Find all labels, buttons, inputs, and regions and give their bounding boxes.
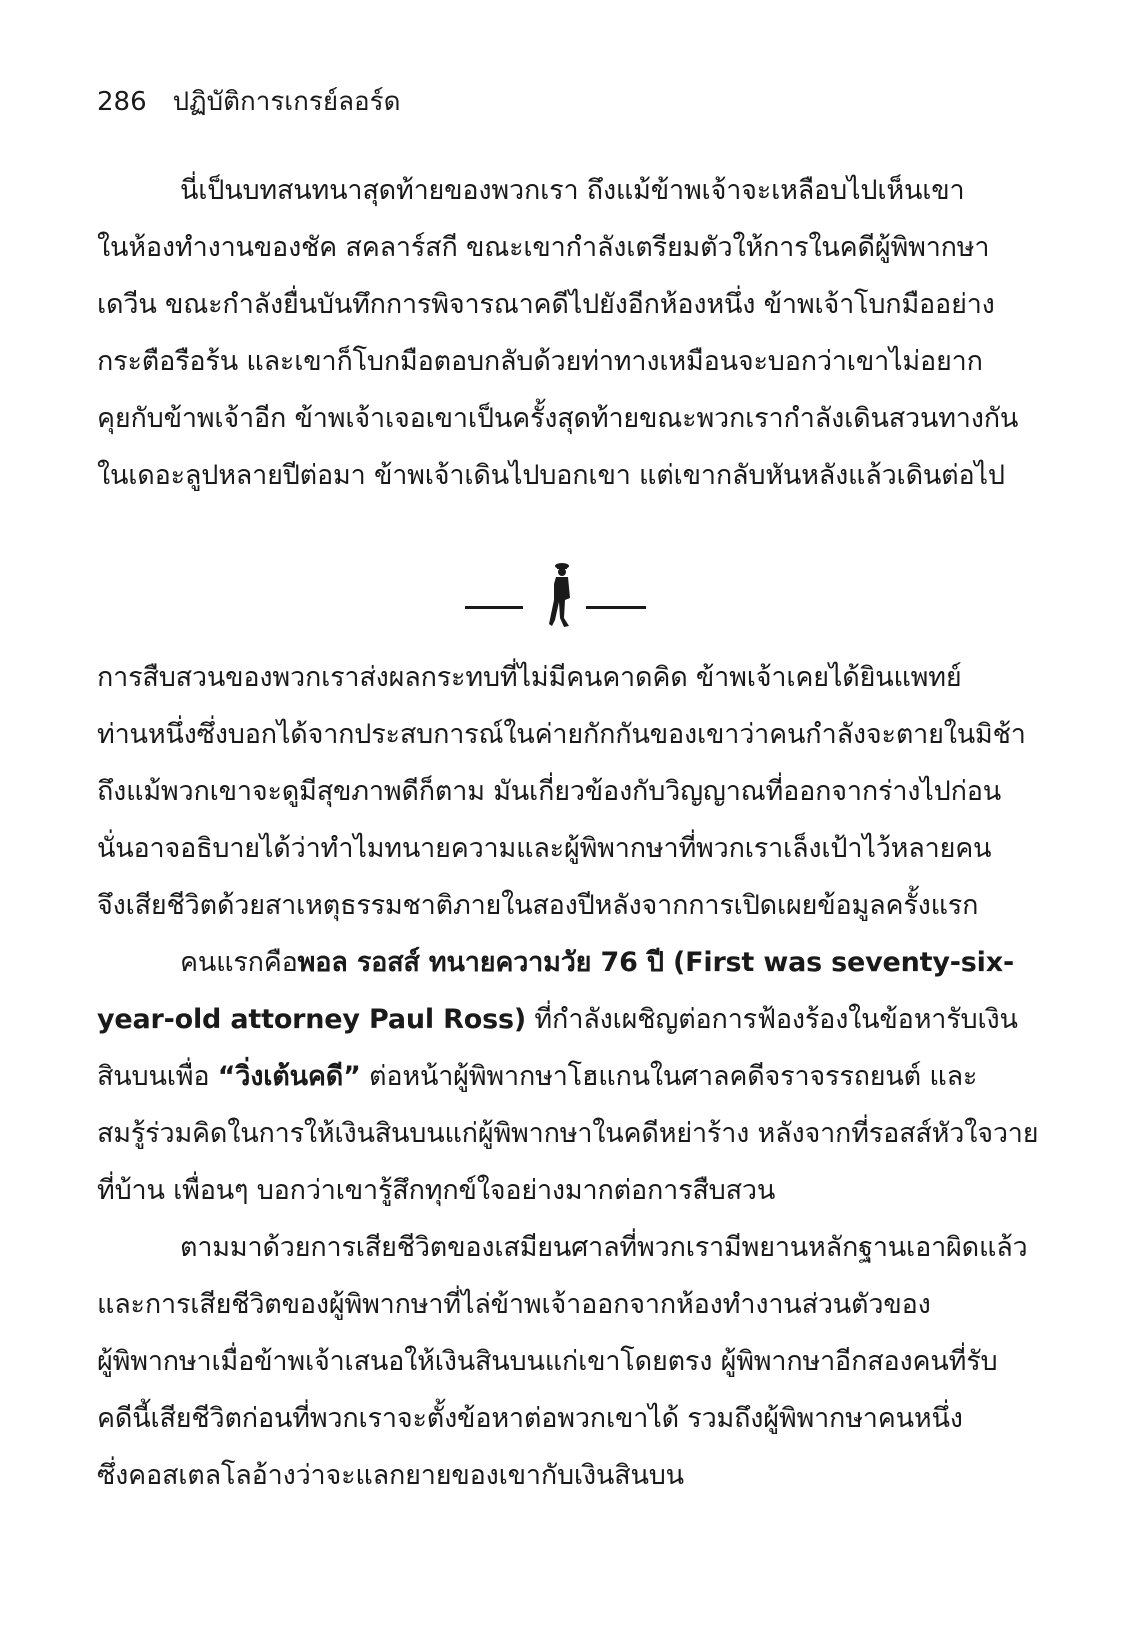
text-run: ที่กำลังเผชิญต่อการฟ้องร้องในข้อหารับเงิน (526, 1004, 1018, 1035)
text-line: ในเดอะลูปหลายปีต่อมา ข้าพเจ้าเดินไปบอกเขา แต่เขากลับหันหลังแล้วเดินต่อไป (97, 460, 1005, 491)
page-number: 286 (97, 87, 147, 117)
text-line: เดวีน ขณะกำลังยื่นบันทึกการพิจารณาคดีไปยังอีกห้องหนึ่ง ข้าพเจ้าโบกมืออย่าง (97, 289, 995, 320)
text-run: สินบนเพื่อ (97, 1061, 218, 1092)
text-line: จึงเสียชีวิตด้วยสาเหตุธรรมชาติภายในสองปีหลังจากการเปิดเผยข้อมูลครั้งแรก (97, 890, 979, 921)
text-line: และการเสียชีวิตของผู้พิพากษาที่ไล่ข้าพเจ้าออกจากห้องทำงานส่วนตัวของ (97, 1289, 931, 1320)
text-line: คดีนี้เสียชีวิตก่อนที่พวกเราจะตั้งข้อหาต่อพวกเขาได้ รวมถึงผู้พิพากษาคนหนึ่ง (97, 1403, 963, 1434)
text-line: ตามมาด้วยการเสียชีวิตของเสมียนศาลที่พวกเรามีพยานหลักฐานเอาผิดแล้ว (180, 1232, 1028, 1263)
text-line: สมรู้ร่วมคิดในการให้เงินสินบนแก่ผู้พิพากษาในคดีหย่าร้าง หลังจากที่รอสส์หัวใจวาย (97, 1118, 1039, 1149)
text-line: ผู้พิพากษาเมื่อข้าพเจ้าเสนอให้เงินสินบนแก่เขาโดยตรง ผู้พิพากษาอีกสองคนที่รับ (97, 1346, 998, 1377)
text-line: การสืบสวนของพวกเราส่งผลกระทบที่ไม่มีคนคาดคิด ข้าพเจ้าเคยได้ยินแพทย์ (97, 662, 962, 693)
text-run: คนแรกคือ (180, 947, 298, 978)
text-run: ต่อหน้าผู้พิพากษาโฮแกนในศาลคดีจราจรรถยนต์ และ (360, 1061, 978, 1092)
bold-run: year-old attorney Paul Ross) (97, 1004, 526, 1035)
text-line: กระตือรือร้น และเขาก็โบกมือตอบกลับด้วยท่าทางเหมือนจะบอกว่าเขาไม่อยาก (97, 346, 983, 377)
bold-run: “วิ่งเต้นคดี” (217, 1061, 361, 1092)
text-line: นั่นอาจอธิบายได้ว่าทำไมทนายความและผู้พิพากษาที่พวกเราเล็งเป้าไว้หลายคน (97, 833, 992, 864)
ornament-rule-right (586, 606, 646, 609)
text-line (97, 998, 1018, 1042)
ornament-rule-left (465, 606, 523, 609)
text-line: นี่เป็นบทสนทนาสุดท้ายของพวกเรา ถึงแม้ข้าพเจ้าจะเหลือบไปเห็นเขา (180, 175, 965, 206)
text-line: ที่บ้าน เพื่อนๆ บอกว่าเขารู้สึกทุกข์ใจอย่างมากต่อการสืบสวน (97, 1175, 776, 1206)
text-line: ท่านหนึ่งซึ่งบอกได้จากประสบการณ์ในค่ายกักกันของเขาว่าคนกำลังจะตายในมิช้า (97, 719, 1026, 750)
bold-run: พอล รอสส์ ทนายความวัย 76 ปี (First was seventy-six- (297, 947, 1014, 978)
book-title: ปฏิบัติการเกรย์ลอร์ด (172, 87, 401, 117)
text-line (97, 1055, 1012, 1099)
text-line: ในห้องทำงานของชัค สคลาร์สกี ขณะเขากำลังเตรียมตัวให้การในคดีผู้พิพากษา (97, 232, 990, 263)
walking-man-icon (545, 560, 579, 630)
text-line: คุยกับข้าพเจ้าอีก ข้าพเจ้าเจอเขาเป็นครั้งสุดท้ายขณะพวกเรากำลังเดินสวนทางกัน (97, 403, 1019, 434)
running-head (97, 82, 401, 122)
section-break-ornament (465, 560, 655, 630)
text-line: ถึงแม้พวกเขาจะดูมีสุขภาพดีก็ตาม มันเกี่ยวข้องกับวิญญาณที่ออกจากร่างไปก่อน (97, 776, 1002, 807)
text-line: ซึ่งคอสเตลโลอ้างว่าจะแลกยายของเขากับเงินสินบน (97, 1460, 684, 1491)
text-line (97, 941, 1012, 985)
